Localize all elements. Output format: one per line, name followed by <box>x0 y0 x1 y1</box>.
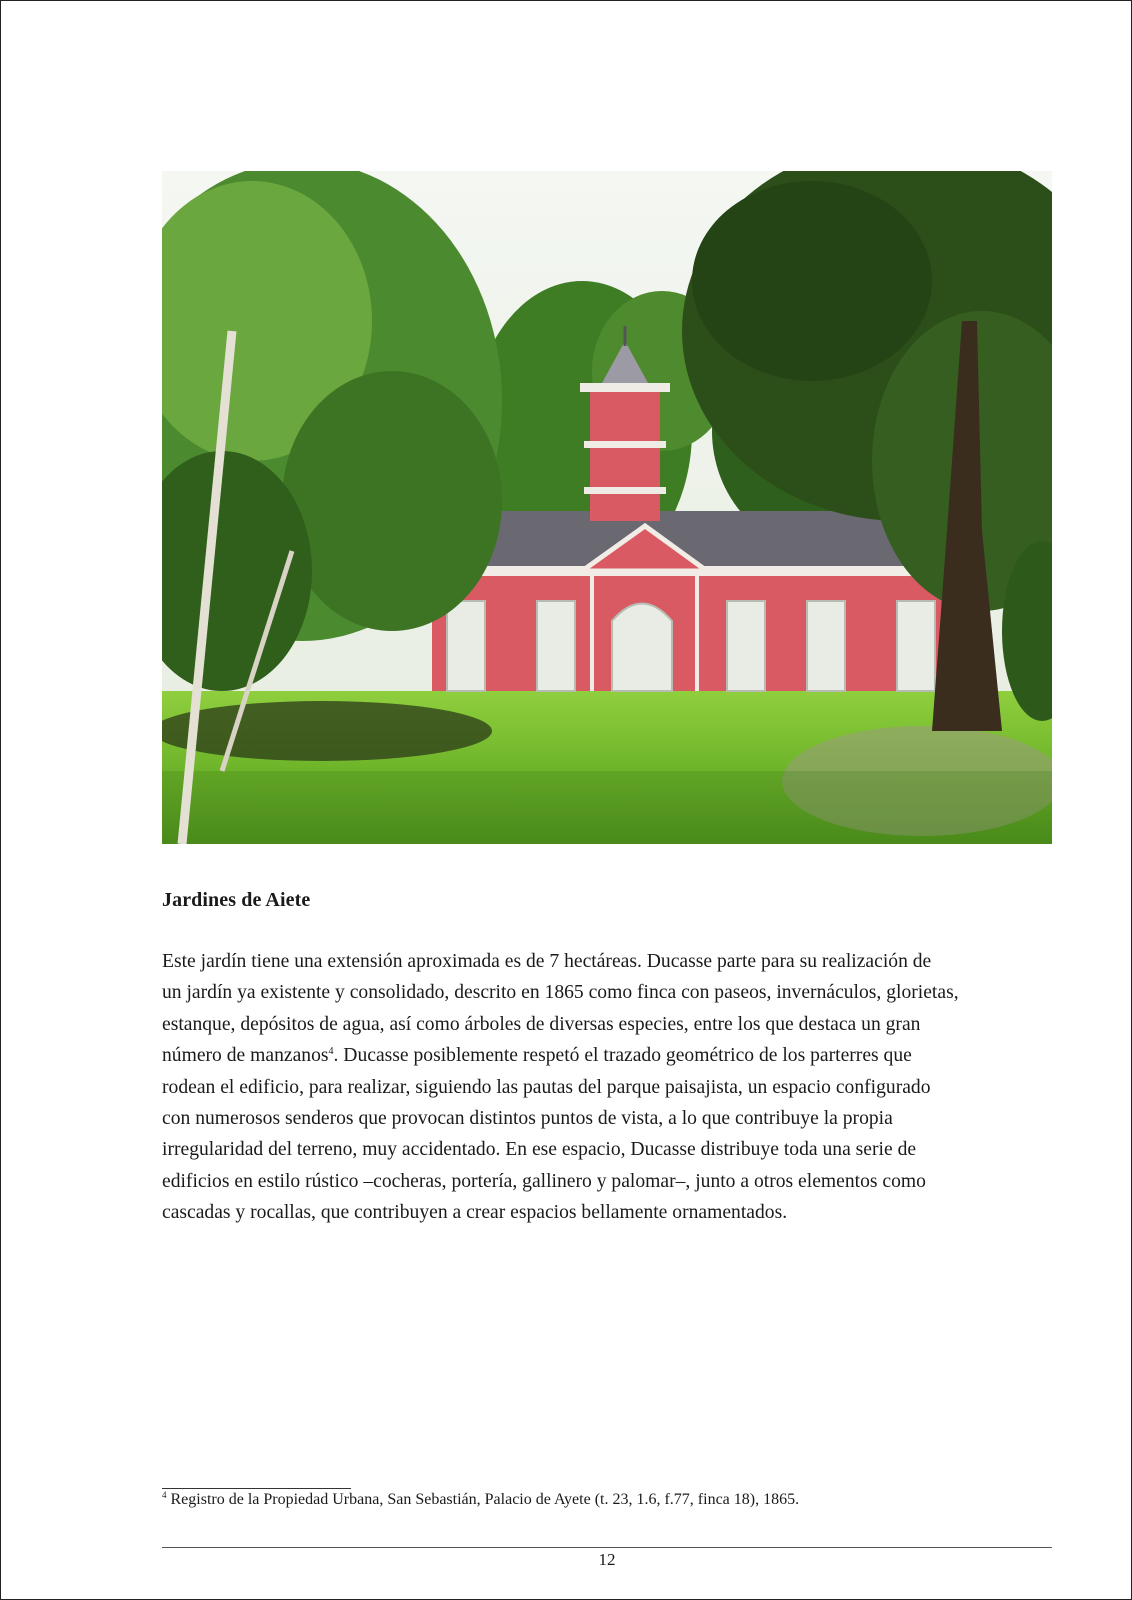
body-line-text: número de manzanos <box>162 1045 329 1067</box>
body-line: Este jardín tiene una extensión aproximada es de 7 hectáreas. Ducasse parte para su realización de <box>162 951 932 972</box>
body-line: con numerosos senderos que provocan distintos puntos de vista, a lo que contribuye la propia <box>162 1108 893 1130</box>
garden-photo <box>162 171 1052 844</box>
footnote-marker: 4 <box>162 1490 167 1500</box>
body-paragraph <box>162 946 1062 1229</box>
footnote-text: Registro de la Propiedad Urbana, San Sebastián, Palacio de Ayete (t. 23, 1.6, f.77, finca 18), 1865. <box>166 1491 800 1508</box>
body-line-text: . Ducasse posiblemente respetó el trazado geométrico de los parterres que <box>333 1045 912 1067</box>
body-line: edificios en estilo rústico –cocheras, portería, gallinero y palomar–, junto a otros elementos como <box>162 1170 926 1192</box>
body-line: cascadas y rocallas, que contribuyen a crear espacios bellamente ornamentados. <box>162 1202 788 1224</box>
footnote-reference[interactable]: 4 <box>328 1046 334 1058</box>
body-line: estanque, depósitos de agua, así como árboles de diversas especies, entre los que destaca un gran <box>162 1013 921 1035</box>
body-line <box>162 1040 1062 1071</box>
body-line: irregularidad del terreno, muy accidentado. En ese espacio, Ducasse distribuye toda una serie de <box>162 1139 917 1161</box>
footnote <box>162 1490 1062 1510</box>
body-line: un jardín ya existente y consolidado, descrito en 1865 como finca con paseos, invernáculos, glorietas, <box>162 982 959 1004</box>
body-line: rodean el edificio, para realizar, siguiendo las pautas del parque paisajista, un espacio configurado <box>162 1076 931 1098</box>
page-number: 12 <box>598 1550 616 1569</box>
photo-garden-building-icon <box>162 171 1052 844</box>
footer-divider <box>162 1547 1052 1548</box>
section-heading: Jardines de Aiete <box>162 889 311 911</box>
footnote-divider <box>162 1488 351 1489</box>
